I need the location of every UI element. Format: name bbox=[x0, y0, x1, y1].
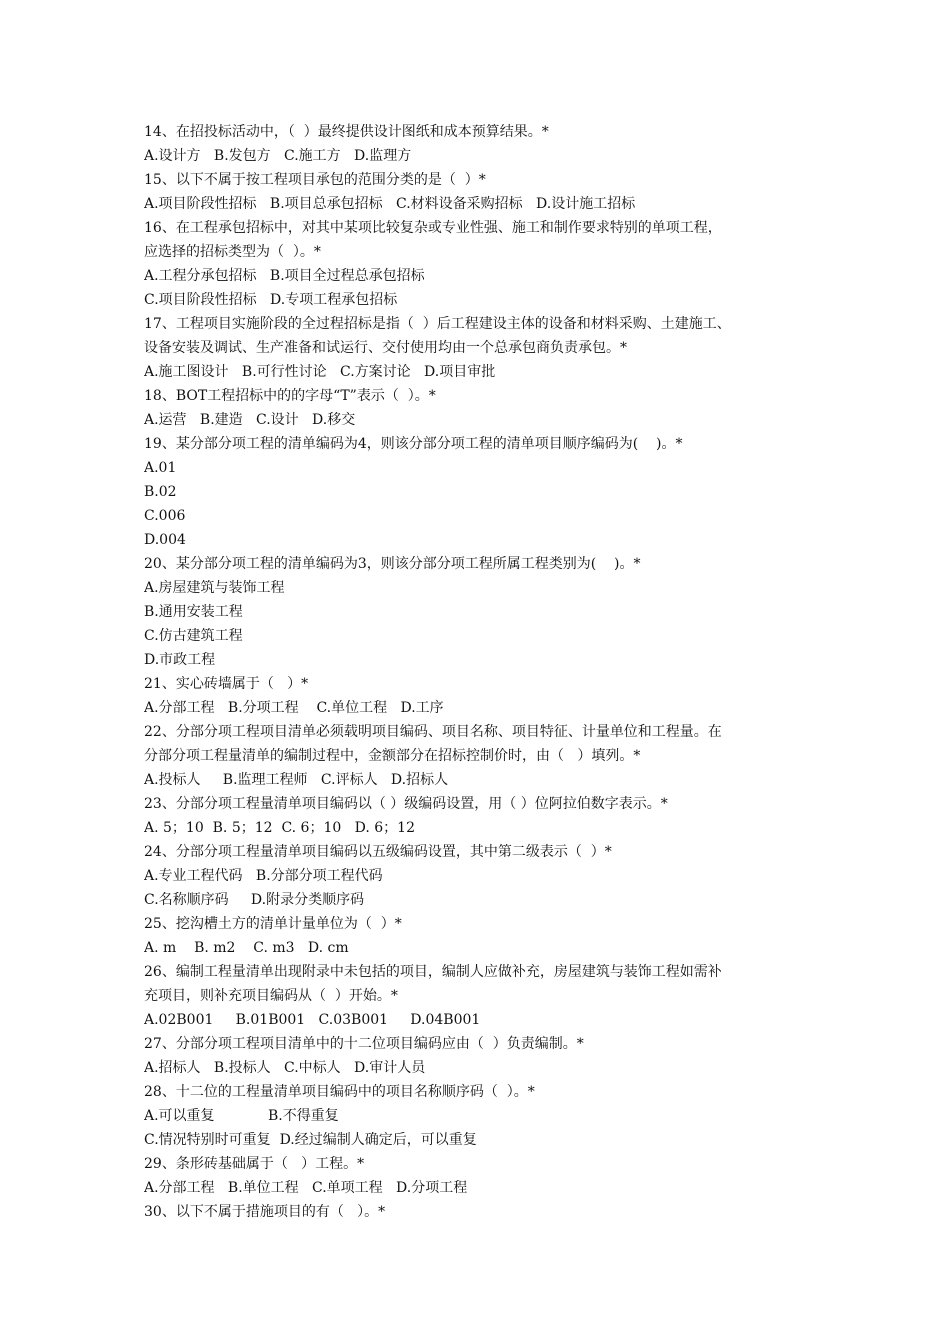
option-19-b: B.02 bbox=[144, 484, 177, 500]
question-17-line-1: 17、工程项目实施阶段的全过程招标是指（ ）后工程建设主体的设备和材料采购、土建施工、 bbox=[144, 316, 731, 332]
option-20-b: B.通用安装工程 bbox=[144, 604, 243, 620]
question-26-line-2: 充项目，则补充项目编码从（ ）开始。* bbox=[144, 988, 398, 1004]
options-15: A.项目阶段性招标 B.项目总承包招标 C.材料设备采购招标 D.设计施工招标 bbox=[144, 196, 636, 212]
options-27: A.招标人 B.投标人 C.中标人 D.审计人员 bbox=[144, 1060, 426, 1076]
options-25: A. m B. m2 C. m3 D. cm bbox=[144, 940, 349, 956]
question-26-line-1: 26、编制工程量清单出现附录中未包括的项目，编制人应做补充，房屋建筑与装饰工程如需补 bbox=[144, 964, 722, 980]
options-21: A.分部工程 B.分项工程 C.单位工程 D.工序 bbox=[144, 700, 444, 716]
options-28-a-b: A.可以重复 B.不得重复 bbox=[144, 1108, 339, 1124]
option-20-c: C.仿古建筑工程 bbox=[144, 628, 243, 644]
options-18: A.运营 B.建造 C.设计 D.移交 bbox=[144, 412, 356, 428]
document-page bbox=[144, 120, 844, 1224]
question-24: 24、分部分项工程量清单项目编码以五级编码设置，其中第二级表示（ ）* bbox=[144, 844, 612, 860]
options-16-a-b: A.工程分承包招标 B.项目全过程总承包招标 bbox=[144, 268, 425, 284]
question-15: 15、以下不属于按工程项目承包的范围分类的是（ ）* bbox=[144, 172, 486, 188]
options-14: A.设计方 B.发包方 C.施工方 D.监理方 bbox=[144, 148, 412, 164]
options-24-a-b: A.专业工程代码 B.分部分项工程代码 bbox=[144, 868, 383, 884]
question-27: 27、分部分项工程项目清单中的十二位项目编码应由（ ）负责编制。* bbox=[144, 1036, 584, 1052]
options-26: A.02B001 B.01B001 C.03B001 D.04B001 bbox=[144, 1012, 481, 1028]
options-22: A.投标人 B.监理工程师 C.评标人 D.招标人 bbox=[144, 772, 449, 788]
question-30: 30、以下不属于措施项目的有（ ）。* bbox=[144, 1204, 386, 1220]
option-20-d: D.市政工程 bbox=[144, 652, 216, 668]
options-17: A.施工图设计 B.可行性讨论 C.方案讨论 D.项目审批 bbox=[144, 364, 496, 380]
question-25: 25、挖沟槽土方的清单计量单位为（ ）* bbox=[144, 916, 402, 932]
options-28-c-d: C.情况特别时可重复 D.经过编制人确定后，可以重复 bbox=[144, 1132, 477, 1148]
question-21: 21、实心砖墙属于（ ）* bbox=[144, 676, 309, 692]
question-19: 19、某分部分项工程的清单编码为4，则该分部分项工程的清单项目顺序编码为( )。* bbox=[144, 436, 683, 452]
option-19-d: D.004 bbox=[144, 532, 186, 548]
question-16-line-2: 应选择的招标类型为（ ）。* bbox=[144, 244, 321, 260]
option-19-a: A.01 bbox=[144, 460, 177, 476]
question-17-line-2: 设备安装及调试、生产准备和试运行、交付使用均由一个总承包商负责承包。* bbox=[144, 340, 627, 356]
question-29: 29、条形砖基础属于（ ）工程。* bbox=[144, 1156, 365, 1172]
question-23: 23、分部分项工程量清单项目编码以（ ）级编码设置，用（ ）位阿拉伯数字表示。* bbox=[144, 796, 668, 812]
options-29: A.分部工程 B.单位工程 C.单项工程 D.分项工程 bbox=[144, 1180, 468, 1196]
question-20: 20、某分部分项工程的清单编码为3，则该分部分项工程所属工程类别为( )。* bbox=[144, 556, 641, 572]
option-19-c: C.006 bbox=[144, 508, 186, 524]
question-22-line-1: 22、分部分项工程项目清单必须载明项目编码、项目名称、项目特征、计量单位和工程量。在 bbox=[144, 724, 722, 740]
option-20-a: A.房屋建筑与装饰工程 bbox=[144, 580, 285, 596]
question-16-line-1: 16、在工程承包招标中，对其中某项比较复杂或专业性强、施工和制作要求特别的单项工程， bbox=[144, 220, 722, 236]
options-24-c-d: C.名称顺序码 D.附录分类顺序码 bbox=[144, 892, 365, 908]
options-16-c-d: C.项目阶段性招标 D.专项工程承包招标 bbox=[144, 292, 398, 308]
question-14: 14、在招投标活动中，（ ）最终提供设计图纸和成本预算结果。* bbox=[144, 124, 549, 140]
question-18: 18、BOT工程招标中的的字母“T”表示（ ）。* bbox=[144, 388, 436, 404]
options-23: A. 5；10 B. 5；12 C. 6；10 D. 6；12 bbox=[144, 820, 415, 836]
question-28: 28、十二位的工程量清单项目编码中的项目名称顺序码（ ）。* bbox=[144, 1084, 535, 1100]
question-22-line-2: 分部分项工程量清单的编制过程中，金额部分在招标控制价时，由（ ）填列。* bbox=[144, 748, 641, 764]
